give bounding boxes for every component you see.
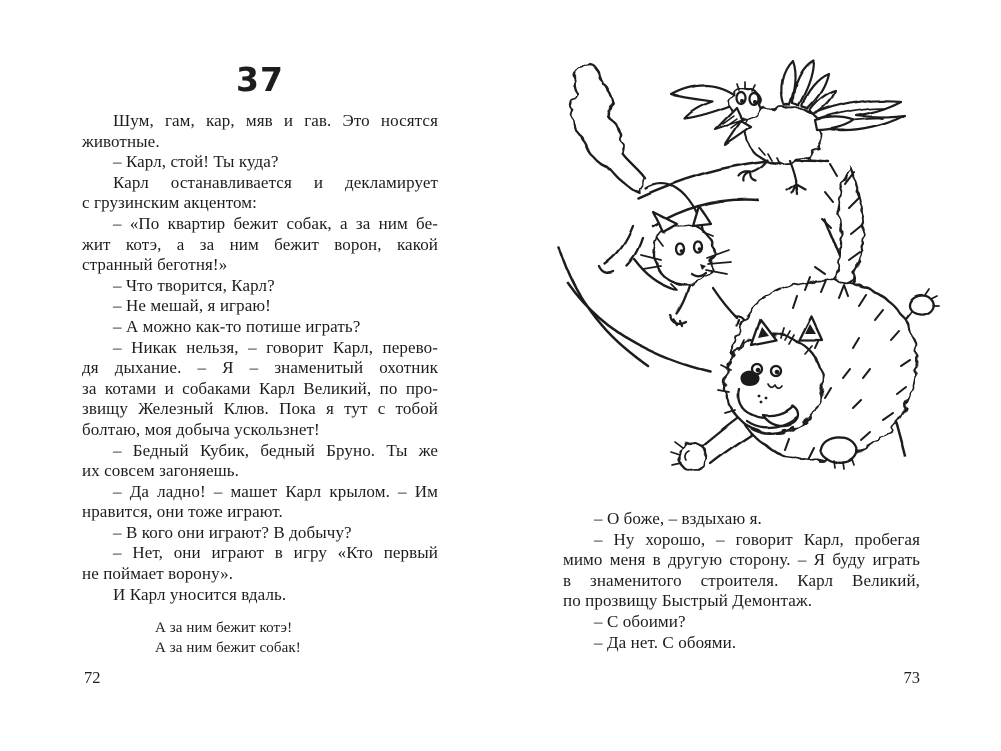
text-line: А за ним бежит котэ! — [155, 620, 293, 637]
text-line: с грузинским акцентом: — [82, 193, 257, 213]
paragraph — [82, 276, 438, 297]
paragraph — [563, 530, 920, 612]
paragraph — [563, 509, 920, 530]
text-line: жит котэ, а за ним бежит ворон, какой — [82, 234, 438, 254]
paragraph — [82, 441, 438, 482]
text-line: – Никак нельзя, – говорит Карл, перево- — [113, 337, 438, 357]
page-number-right: 73 — [903, 668, 920, 687]
paragraph — [563, 612, 920, 633]
text-line: не поймает ворону». — [82, 564, 234, 584]
text-line: – С обоими? — [594, 611, 686, 631]
text-line: звищу Железный Клюв. Пока я тут с тобой — [82, 399, 438, 419]
page-left — [82, 62, 438, 658]
paragraph — [82, 214, 438, 276]
verse-block — [155, 619, 438, 658]
text-line: И Карл уносится вдаль. — [113, 584, 287, 604]
text-line: – Бедный Кубик, бедный Бруно. Ты же — [113, 440, 438, 460]
text-line: в знаменитого строителя. Карл Великий, — [563, 570, 920, 590]
text-line: болтаю, моя добыча ускользнет! — [82, 419, 320, 439]
page-number-left: 72 — [84, 668, 101, 687]
paragraph — [82, 296, 438, 317]
paragraph — [82, 317, 438, 338]
chapter-number: 37 — [236, 60, 284, 99]
paragraph — [82, 152, 438, 173]
text-line: А за ним бежит собак! — [155, 639, 301, 656]
left-page-text — [82, 111, 438, 605]
text-line: животные. — [82, 131, 160, 151]
text-line: нравится, они тоже играют. — [82, 502, 283, 522]
page-right — [563, 509, 920, 653]
text-line: – Карл, стой! Ты куда? — [113, 152, 279, 172]
text-line: – Да ладно! – машет Карл крылом. – Им — [113, 481, 438, 501]
text-line: – В кого они играют? В добычу? — [113, 522, 352, 542]
text-line: – О боже, – вздыхаю я. — [594, 509, 762, 528]
text-line: – Что творится, Карл? — [113, 275, 275, 295]
text-line: мимо меня в другую сторону. – Я буду играть — [563, 550, 920, 570]
text-line: странный беготня!» — [82, 255, 228, 275]
text-line: – Не мешай, я играю! — [113, 296, 271, 316]
text-line: их совсем загоняешь. — [82, 461, 239, 481]
text-line: по прозвищу Быстрый Демонтаж. — [563, 591, 813, 611]
paragraph — [82, 585, 438, 606]
paragraph — [82, 338, 438, 441]
text-line: – А можно как-то потише играть? — [113, 316, 361, 336]
paragraph — [82, 543, 438, 584]
illustration-animals-chase — [553, 48, 965, 510]
text-line: за котами и собаками Карл Великий, по про- — [82, 378, 438, 398]
text-line: – «По квартир бежит собак, а за ним бе- — [113, 213, 438, 233]
text-line: – Ну хорошо, – говорит Карл, пробегая — [594, 529, 920, 549]
paragraph — [563, 633, 920, 654]
text-line: – Нет, они играют в игру «Кто первый — [113, 543, 438, 563]
paragraph — [82, 173, 438, 214]
text-line: Карл останавливается и декламирует — [113, 172, 438, 192]
paragraph — [82, 482, 438, 523]
text-line: Шум, гам, кар, мяв и гав. Это носятся — [113, 111, 438, 130]
paragraph — [82, 523, 438, 544]
text-line: – Да нет. С обоями. — [594, 632, 737, 652]
dog-drawing-icon — [671, 164, 939, 471]
text-line: дя дыхание. – Я – знаменитый охотник — [82, 358, 438, 378]
paragraph — [82, 111, 438, 152]
